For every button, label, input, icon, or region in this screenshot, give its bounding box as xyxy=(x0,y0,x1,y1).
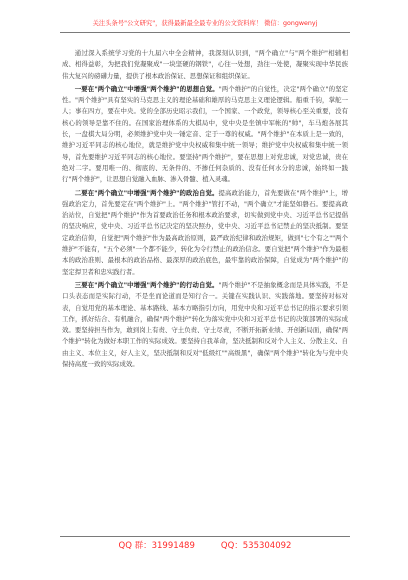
section-paragraph-action xyxy=(62,280,348,370)
paragraph-text: "两个维护"的自觉性，决定"两个确立"的坚定性。"两个维护"具有坚实的马克思主义的理论基础和雄厚的马克思主义理论逻辑。船重千钧，掌舵一人；事在四方，要在中央。党的全部历史昭示我们，一个国家、一个政党，领导核心至关重要，没有核心的领导是靠不住的。在国家治理体系的大棋局中，党中央是坐镇中军帐的"帅"，车马炮各展其长，一盘棋大局分明，必须维护党中央一锤定音、定于一尊的权威。"两个维护"在本质上是一致的，维护习近平同志的核心地位，就是维护党中央权威和集中统一领导；维护党中央权威和集中统一领导，首先要维护习近平同志的核心地位。要坚持"两个维护"，要在思想上对党忠诚，对党忠诚，贵在绝对二字。要用唯一的、彻底的、无条件的、不掺任何杂质的、没有任何水分的忠诚，始终如一践行"两个维护"，让思想自觉融入血脉、渗入骨髓、植入灵魂。 xyxy=(62,84,348,184)
page-header-banner: 关注头条号"公文研究"，获得最新最全最专业的公文资料库！ 微信：gongwenyj xyxy=(92,20,318,27)
page-footer xyxy=(60,541,350,551)
paragraph-lead: 三要在"两个确立"中增强"两个维护"的行动自觉。 xyxy=(74,280,219,289)
paragraph-text: 提高政治能力，首先要做在"两个维护"上，增强政治定力，首先要定在"两个维护"上。"两个维护"管打不动，"两个确立"才能坚如磐石。要提高政治站位，自觉把"两个维护"作为首要政治任务和根本政治要求，切实做到党中央、习近平总书记提倡的坚决响应，党中央、习近平总书记决定的坚决照办，党中央、习近平总书记禁止的坚决抵制。要坚定政治信仰，自觉把"两个维护"作为最高政治原则，最严政治纪律和政治规矩，做到"七个有之""两个维护"不能有，"五个必须"一个都不能少，转化为令行禁止的政治信念。要自觉把"两个维护"作为最根本的政治准则、最根本的政治品格、最深厚的政治底色，最牢靠的政治保障，自觉成为"两个维护"的坚定捍卫者和忠实践行者。 xyxy=(62,188,348,276)
header-divider xyxy=(60,32,350,33)
document-body xyxy=(62,48,348,372)
section-paragraph-ideological xyxy=(62,84,348,186)
paragraph-text: 通过深入系统学习党的十九届六中全会精神，我深刻认识到，"两个确立"与"两个维护"相辅相成、相得益彰，为把我们党凝聚成"一块坚硬的钢铁"，心往一处想，劲往一处使，凝聚实现中华民族伟大复兴的磅礴力量，提供了根本政治保证、思想保证和组织保证。 xyxy=(62,49,348,80)
intro-paragraph xyxy=(62,48,348,82)
paragraph-text: "两个维护"不是抽象概念而是具体实践，不是口头表态而是实际行动，不是坐而论道而是知行合一。关键在实践认识、实践落地。要坚持对标对表，自觉用党的基本理论、基本路线、基本方略指引方向，用党中央和习近平总书记的指示要求引领工作，抓好结合、有机融合，确保"两个维护"转化为落实党中央和习近平总书记的决策部署的实际成效。要坚持担当作为，敢到岗上有责、守土负责、守土尽责，不断开拓新业绩、开创新局面，确保"两个维护"转化为做好本职工作的实际成效。要坚持自我革命，坚决抵制和反对个人主义、分散主义、自由主义、本位主义，好人主义，坚决抵制和反对"低级红""高级黑"，确保"两个维护"转化为与党中央保持高度一致的实际成效。 xyxy=(62,280,348,369)
footer-qq-contact: QQ：535304092 xyxy=(220,541,292,551)
paragraph-lead: 一要在"两个确立"中增强"两个维护"的思想自觉。 xyxy=(74,84,219,93)
footer-divider xyxy=(60,536,350,537)
paragraph-lead: 二要在"两个确立"中增强"两个维护"的政治自觉。 xyxy=(74,188,219,197)
footer-qq-group: QQ 群：31991489 xyxy=(118,541,195,551)
section-paragraph-political xyxy=(62,188,348,278)
